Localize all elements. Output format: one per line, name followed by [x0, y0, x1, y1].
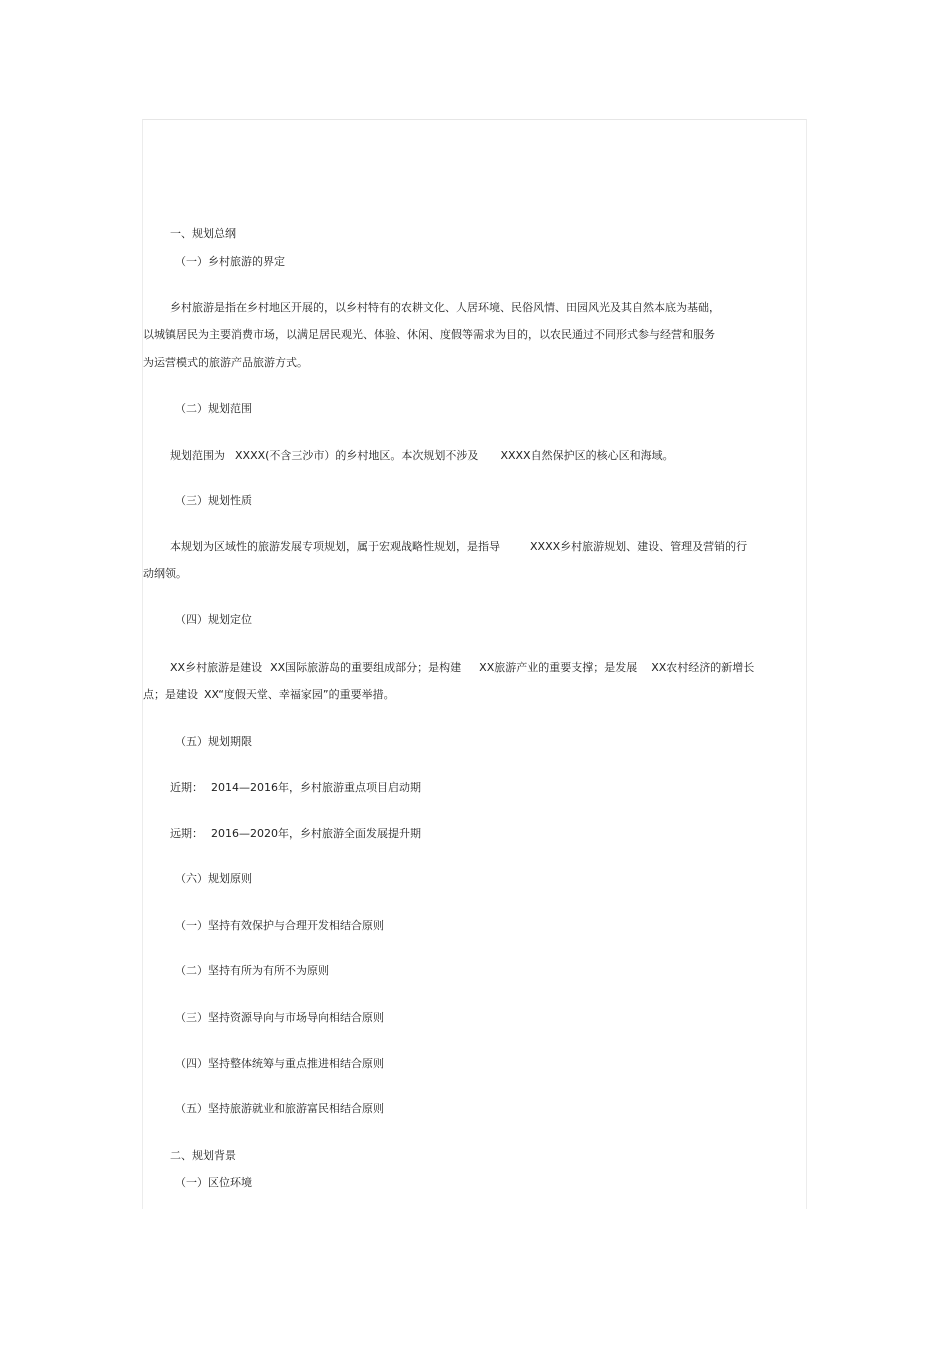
principle-item: （二）坚持有所为有所不为原则 [175, 964, 329, 977]
principle-item: （五）坚持旅游就业和旅游富民相结合原则 [175, 1102, 384, 1115]
paragraph-nature-line-1 [170, 540, 747, 554]
scope-part-2: XXXX(不含三沙市）的乡村地区。本次规划不涉及 [235, 449, 479, 462]
scope-part-1: 规划范围为 [170, 449, 225, 462]
nature-part-2: XXXX乡村旅游规划、建设、管理及营销的行 [530, 540, 748, 553]
paragraph-positioning-line-1 [170, 661, 754, 675]
period-long-term [170, 827, 421, 841]
positioning-part-2: XX国际旅游岛的重要组成部分；是构建 [270, 661, 462, 674]
positioning-part-1: XX乡村旅游是建设 [170, 661, 263, 674]
subheading-period: （五）规划期限 [175, 735, 252, 748]
long-term-label: 远期： [170, 827, 203, 840]
subheading-principles: （六）规划原则 [175, 872, 252, 885]
paragraph-scope [170, 449, 674, 463]
positioning-part-3: XX旅游产业的重要支撑；是发展 [479, 661, 638, 674]
principle-item: （四）坚持整体统筹与重点推进相结合原则 [175, 1057, 384, 1070]
positioning-part-5: 点；是建设 [143, 688, 198, 701]
period-near-term [170, 781, 421, 795]
subheading-definition: （一）乡村旅游的界定 [175, 255, 285, 268]
positioning-part-4: XX农村经济的新增长 [651, 661, 755, 674]
principle-item: （一）坚持有效保护与合理开发相结合原则 [175, 919, 384, 932]
principle-item: （三）坚持资源导向与市场导向相结合原则 [175, 1011, 384, 1024]
subheading-positioning: （四）规划定位 [175, 613, 252, 626]
subheading-location: （一）区位环境 [175, 1176, 252, 1189]
near-term-label: 近期： [170, 781, 203, 794]
near-term-text: 2014—2016年，乡村旅游重点项目启动期 [211, 781, 421, 794]
positioning-part-6: XX“度假天堂、幸福家园”的重要举措。 [204, 688, 395, 701]
paragraph-definition-line-3: 为运营模式的旅游产品旅游方式。 [143, 356, 308, 369]
long-term-text: 2016—2020年，乡村旅游全面发展提升期 [211, 827, 421, 840]
paragraph-nature-line-2: 动纲领。 [143, 567, 187, 580]
paragraph-definition-line-2: 以城镇居民为主要消费市场，以满足居民观光、体验、休闲、度假等需求为目的，以农民通过不同形式参与经营和服务 [143, 328, 715, 341]
nature-part-1: 本规划为区域性的旅游发展专项规划，属于宏观战略性规划，是指导 [170, 540, 500, 553]
subheading-nature: （三）规划性质 [175, 494, 252, 507]
paragraph-definition-line-1: 乡村旅游是指在乡村地区开展的，以乡村特有的农耕文化、人居环境、民俗风情、田园风光及其自然本底为基础， [170, 301, 720, 314]
paragraph-positioning-line-2 [143, 688, 395, 702]
section-heading-general: 一、规划总纲 [170, 227, 236, 240]
subheading-scope: （二）规划范围 [175, 402, 252, 415]
section-heading-background: 二、规划背景 [170, 1149, 236, 1162]
scope-part-3: XXXX自然保护区的核心区和海域。 [500, 449, 674, 462]
